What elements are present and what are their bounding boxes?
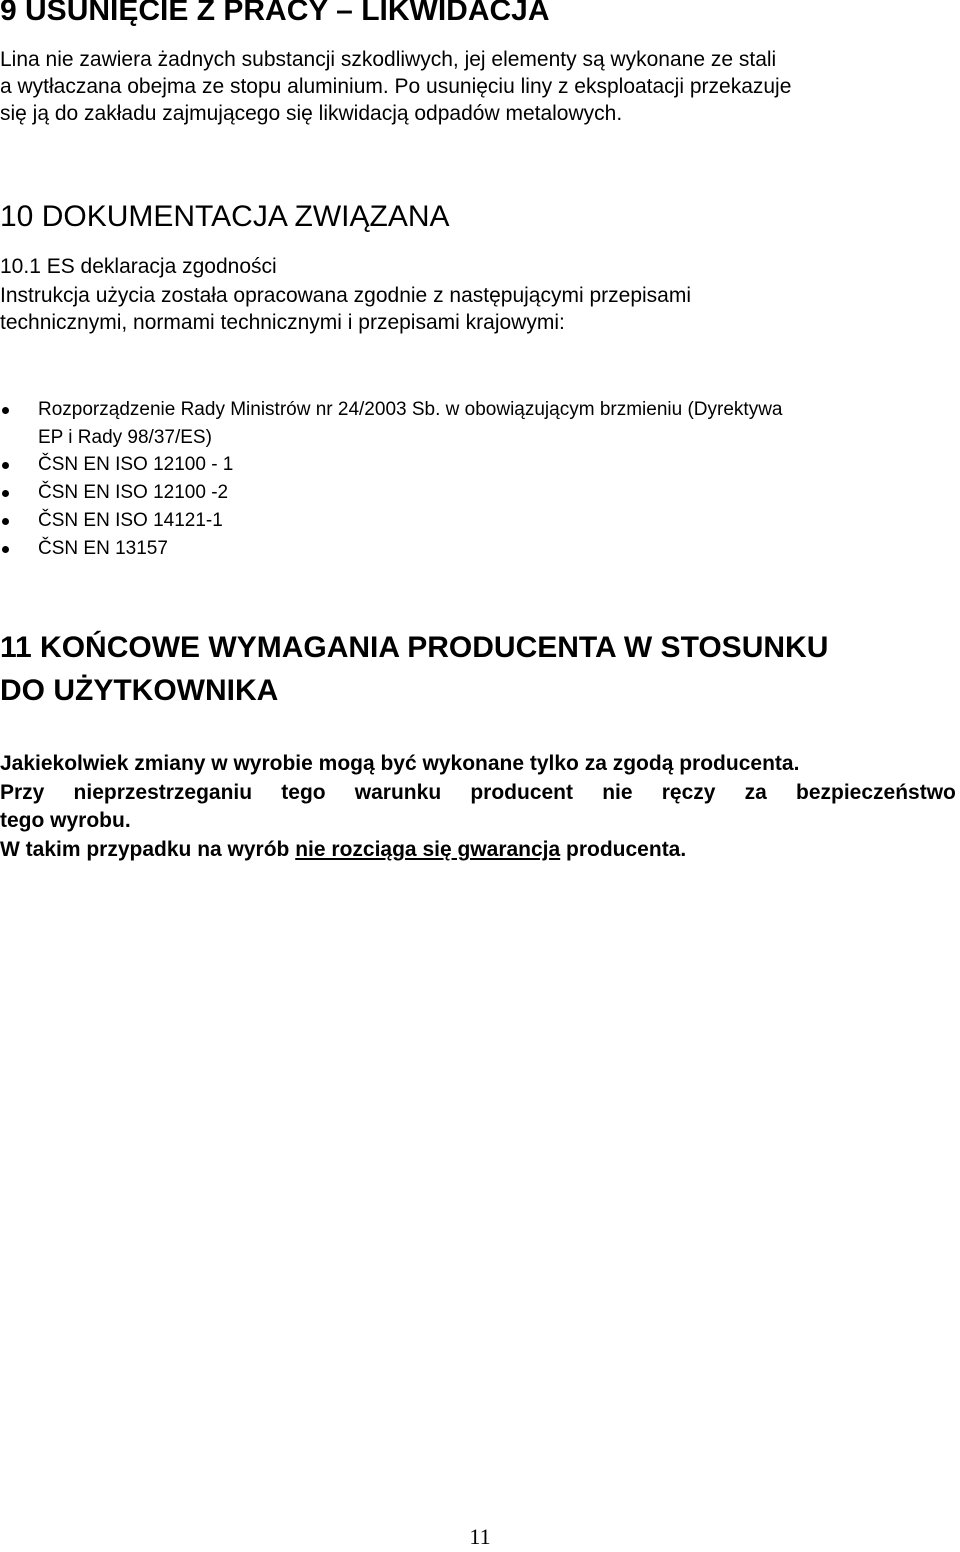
paragraph-line: tego wyrobu.: [0, 809, 131, 832]
bullet-icon: [2, 407, 9, 414]
page-number: 11: [469, 1524, 491, 1549]
heading-line: DO UŻYTKOWNIKA: [0, 674, 279, 707]
paragraph-line: a wytłaczana obejma ze stopu aluminium. Po usunięciu liny z eksploatacji przekazuje: [0, 75, 792, 98]
section-9-paragraph: [0, 46, 960, 127]
section-9-heading: 9 USUNIĘCIE Z PRACY – LIKWIDACJA: [0, 0, 550, 27]
heading-line: 11 KOŃCOWE WYMAGANIA PRODUCENTA W STOSUNKU: [0, 631, 829, 664]
word: bezpieczeństwo: [796, 781, 956, 804]
bullet-icon: [2, 518, 9, 525]
word: nieprzestrzeganiu: [73, 781, 253, 804]
bullet-icon: [2, 490, 9, 497]
section-11-heading: [0, 626, 960, 712]
word: Przy: [0, 781, 45, 804]
bullet-icon: [2, 462, 9, 469]
word: warunku: [354, 781, 442, 804]
word: ręczy: [661, 781, 716, 804]
list-item-line: ČSN EN ISO 12100 -2: [38, 482, 229, 503]
section-10-1-subheading: 10.1 ES deklaracja zgodności: [0, 255, 277, 278]
list-item: [0, 507, 960, 535]
intro-line: technicznymi, normami technicznymi i przepisami krajowymi:: [0, 311, 565, 334]
text-run: producenta.: [560, 838, 687, 861]
list-item-line: Rozporządzenie Rady Ministrów nr 24/2003 Sb. w obowiązującym brzmieniu (Dyrektywa: [38, 399, 783, 420]
paragraph-line: się ją do zakładu zajmującego się likwidacją odpadów metalowych.: [0, 102, 623, 125]
word: za: [744, 781, 767, 804]
list-item: [0, 479, 960, 507]
list-item-line: ČSN EN ISO 14121-1: [38, 510, 223, 531]
list-item-line: ČSN EN ISO 12100 - 1: [38, 454, 234, 475]
section-11-paragraph-3: [0, 836, 960, 864]
word: producent: [470, 781, 574, 804]
intro-line: Instrukcja użycia została opracowana zgodnie z następującymi przepisami: [0, 284, 692, 307]
list-item: [0, 451, 960, 479]
list-item-line: ČSN EN 13157: [38, 538, 168, 559]
list-item: [0, 535, 960, 563]
justified-line: [0, 779, 956, 807]
text-run: W takim przypadku na wyrób: [0, 838, 296, 861]
section-11-paragraph-2: [0, 779, 960, 835]
paragraph-line: Lina nie zawiera żadnych substancji szkodliwych, jej elementy są wykonane ze stali: [0, 48, 777, 71]
section-10-intro: [0, 282, 960, 336]
section-11-paragraph-1: Jakiekolwiek zmiany w wyrobie mogą być wykonane tylko za zgodą producenta.: [0, 752, 800, 775]
word: nie: [602, 781, 633, 804]
bullet-icon: [2, 546, 9, 553]
list-item-line: EP i Rady 98/37/ES): [38, 427, 212, 448]
list-item: [0, 396, 960, 452]
word: tego: [281, 781, 326, 804]
section-10-heading: 10 DOKUMENTACJA ZWIĄZANA: [0, 200, 450, 233]
underlined-text: nie rozciąga się gwarancja: [295, 838, 561, 861]
